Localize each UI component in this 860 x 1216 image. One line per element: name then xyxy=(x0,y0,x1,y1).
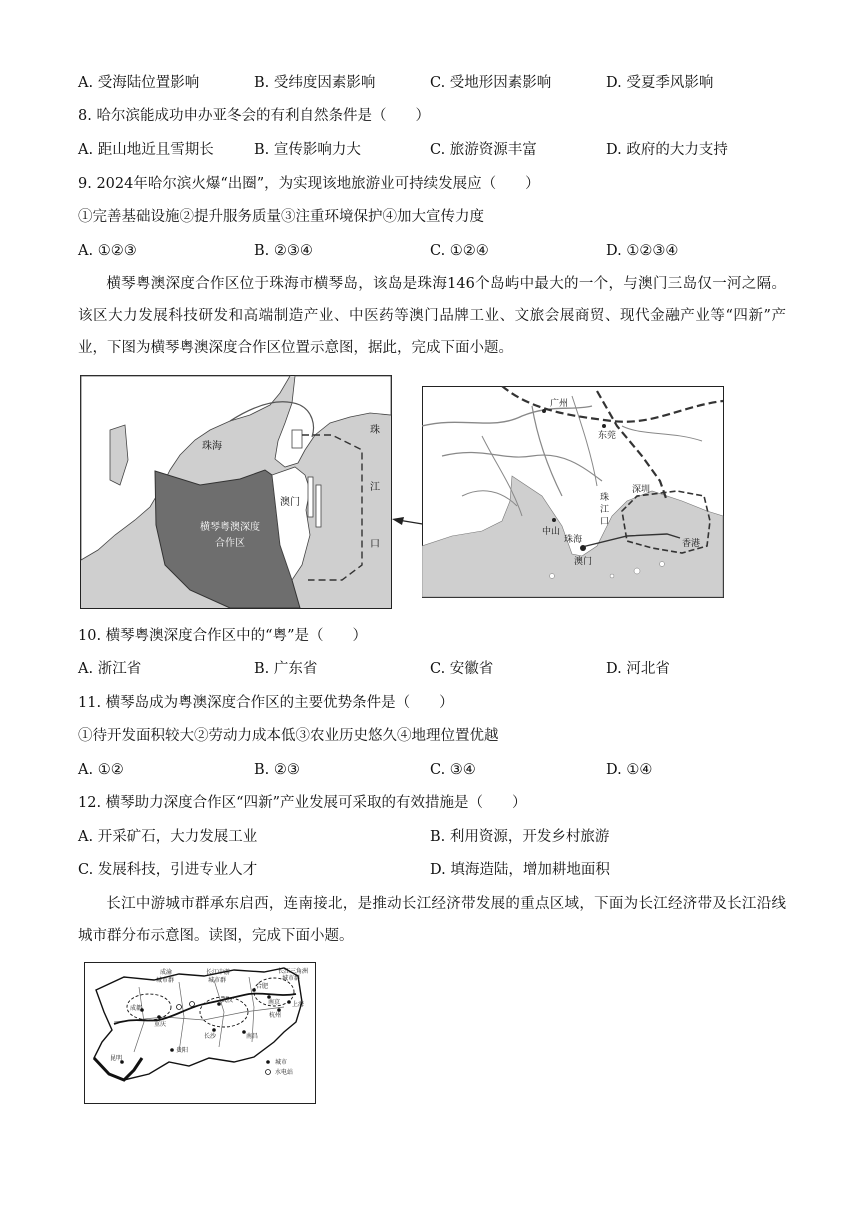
map1-label-zhongshan: 中山 xyxy=(542,527,561,537)
q12-option-b: B. 利用资源，开发乡村旅游 xyxy=(430,829,610,845)
q10-option-b: B. 广东省 xyxy=(254,661,318,677)
map2-label-hangzhou: 杭州 xyxy=(269,1012,282,1019)
q9-option-b: B. ②③④ xyxy=(254,243,313,259)
map2-label-changsha: 长沙 xyxy=(204,1033,217,1040)
map2-label-hefei: 合肥 xyxy=(256,983,269,990)
q7-option-a: A. 受海陆位置影响 xyxy=(78,75,200,91)
q7-option-b: B. 受纬度因素影响 xyxy=(254,75,376,91)
map1-label-zone-line1: 横琴粤澳深度 xyxy=(200,522,260,533)
map1-label-shenzhen: 深圳 xyxy=(632,485,651,495)
map2-label-wuhan: 武汉 xyxy=(221,997,234,1004)
q8-option-d: D. 政府的大力支持 xyxy=(606,142,728,158)
map2-label-chengdu: 成都 xyxy=(130,1005,143,1012)
map1-label-pearl-2: 江 xyxy=(370,482,380,493)
q12-option-c: C. 发展科技，引进专业人才 xyxy=(78,862,258,878)
q7-option-c: C. 受地形因素影响 xyxy=(430,75,552,91)
map2-label-nanjing: 南京 xyxy=(268,999,281,1006)
map2-label-shanghai: 上海 xyxy=(292,1001,305,1008)
map2-label-chongqing: 重庆 xyxy=(154,1021,167,1028)
q11-items: ①待开发面积较大②劳动力成本低③农业历史悠久④地理位置优越 xyxy=(78,728,499,744)
q10-option-a: A. 浙江省 xyxy=(78,661,142,677)
q12-option-d: D. 填海造陆，增加耕地面积 xyxy=(430,862,610,878)
map1-label-pearl-3: 口 xyxy=(370,539,380,550)
q12-stem: 12. 横琴助力深度合作区“四新”产业发展可采取的有效措施是（ ） xyxy=(78,795,527,811)
q8-stem: 8. 哈尔滨能成功申办亚冬会的有利自然条件是（ ） xyxy=(78,108,430,124)
map1-dot-guangzhou xyxy=(542,409,546,413)
map1-label-dongguan: 东莞 xyxy=(598,431,617,441)
map2-label-sanjiao-1: 长江三角洲 xyxy=(278,968,309,975)
map2-label-kunming: 昆明 xyxy=(110,1055,123,1062)
passage-yangtze-text: 长江中游城市群承东启西，连南接北，是推动长江经济带发展的重点区域，下面为长江经济带及长江沿线城市群分布示意图。读图，完成下面小题。 xyxy=(78,896,786,944)
map1-label-pearl-mouth-1: 珠 xyxy=(600,493,610,503)
map1-label-zone-line2: 合作区 xyxy=(215,538,245,549)
map2-legend-city: 城市 xyxy=(275,1059,288,1066)
map2-label-zhongyou-2: 城市群 xyxy=(208,977,227,984)
q12-option-a: A. 开采矿石，大力发展工业 xyxy=(78,829,258,845)
q8-option-a: A. 距山地近且雪期长 xyxy=(78,142,214,158)
q8-option-c: C. 旅游资源丰富 xyxy=(430,142,537,158)
q10-option-c: C. 安徽省 xyxy=(430,661,494,677)
q9-option-a: A. ①②③ xyxy=(78,243,137,259)
map2-label-sanjiao-2: 城市群 xyxy=(282,975,301,982)
q11-stem: 11. 横琴岛成为粤澳深度合作区的主要优势条件是（ ） xyxy=(78,695,454,711)
q11-option-b: B. ②③ xyxy=(254,762,300,778)
map1-label-pearl-mouth-2: 江 xyxy=(600,505,610,515)
q9-items: ①完善基础设施②提升服务质量③注重环境保护④加大宣传力度 xyxy=(78,209,484,225)
hengqin-location-map xyxy=(80,375,392,609)
passage-hengqin-text: 横琴粤澳深度合作区位于珠海市横琴岛，该岛是珠海146个岛屿中最大的一个，与澳门三岛仅一河之隔。该区大力发展科技研发和高端制造产业、中医药等澳门品牌工业、文旅会展商贸、现代金融产业等“四新”产业，下图为横琴粤澳深度合作区位置示意图，据此，完成下面小题。 xyxy=(78,276,786,356)
q9-stem: 9. 2024年哈尔滨火爆“出圈”，为实现该地旅游业可持续发展应（ ） xyxy=(78,176,540,192)
q9-option-c: C. ①②④ xyxy=(430,243,489,259)
q11-option-c: C. ③④ xyxy=(430,762,476,778)
map1-label-pearl-1: 珠 xyxy=(370,425,380,436)
map2-label-guiyang: 贵阳 xyxy=(176,1047,189,1054)
map2-label-chengyu-1: 成渝 xyxy=(160,969,173,976)
passage-hengqin xyxy=(78,268,786,364)
map1-label-zhuhai: 珠海 xyxy=(202,441,222,452)
map1-label-pearl-mouth-3: 口 xyxy=(600,517,610,527)
q9-option-d: D. ①②③④ xyxy=(606,243,679,259)
yangtze-economic-belt-map xyxy=(84,962,316,1104)
map1-label-macau-right: 澳门 xyxy=(574,557,593,567)
passage-yangtze xyxy=(78,888,786,952)
map1-dot-dongguan xyxy=(602,424,606,428)
map2-label-zhongyou-1: 长江中游 xyxy=(206,969,231,976)
map1-label-zhuhai-right: 珠海 xyxy=(564,535,583,545)
q11-option-a: A. ①② xyxy=(78,762,124,778)
q11-option-d: D. ①④ xyxy=(606,762,653,778)
map2-label-nanchang: 南昌 xyxy=(246,1033,259,1040)
q10-stem: 10. 横琴粤澳深度合作区中的“粤”是（ ） xyxy=(78,628,367,644)
map2-label-chengyu-2: 城市群 xyxy=(156,977,175,984)
q7-option-d: D. 受夏季风影响 xyxy=(606,75,714,91)
map2-legend-station: 水电站 xyxy=(275,1069,294,1076)
map1-dot-macau xyxy=(580,545,586,551)
pearl-river-delta-map xyxy=(422,386,724,598)
map1-label-hongkong: 香港 xyxy=(682,539,701,549)
map1-label-guangzhou: 广州 xyxy=(550,399,569,409)
q8-option-b: B. 宣传影响力大 xyxy=(254,142,361,158)
map1-label-macau: 澳门 xyxy=(280,497,300,508)
q10-option-d: D. 河北省 xyxy=(606,661,670,677)
map1-dot-zhongshan xyxy=(552,518,556,522)
